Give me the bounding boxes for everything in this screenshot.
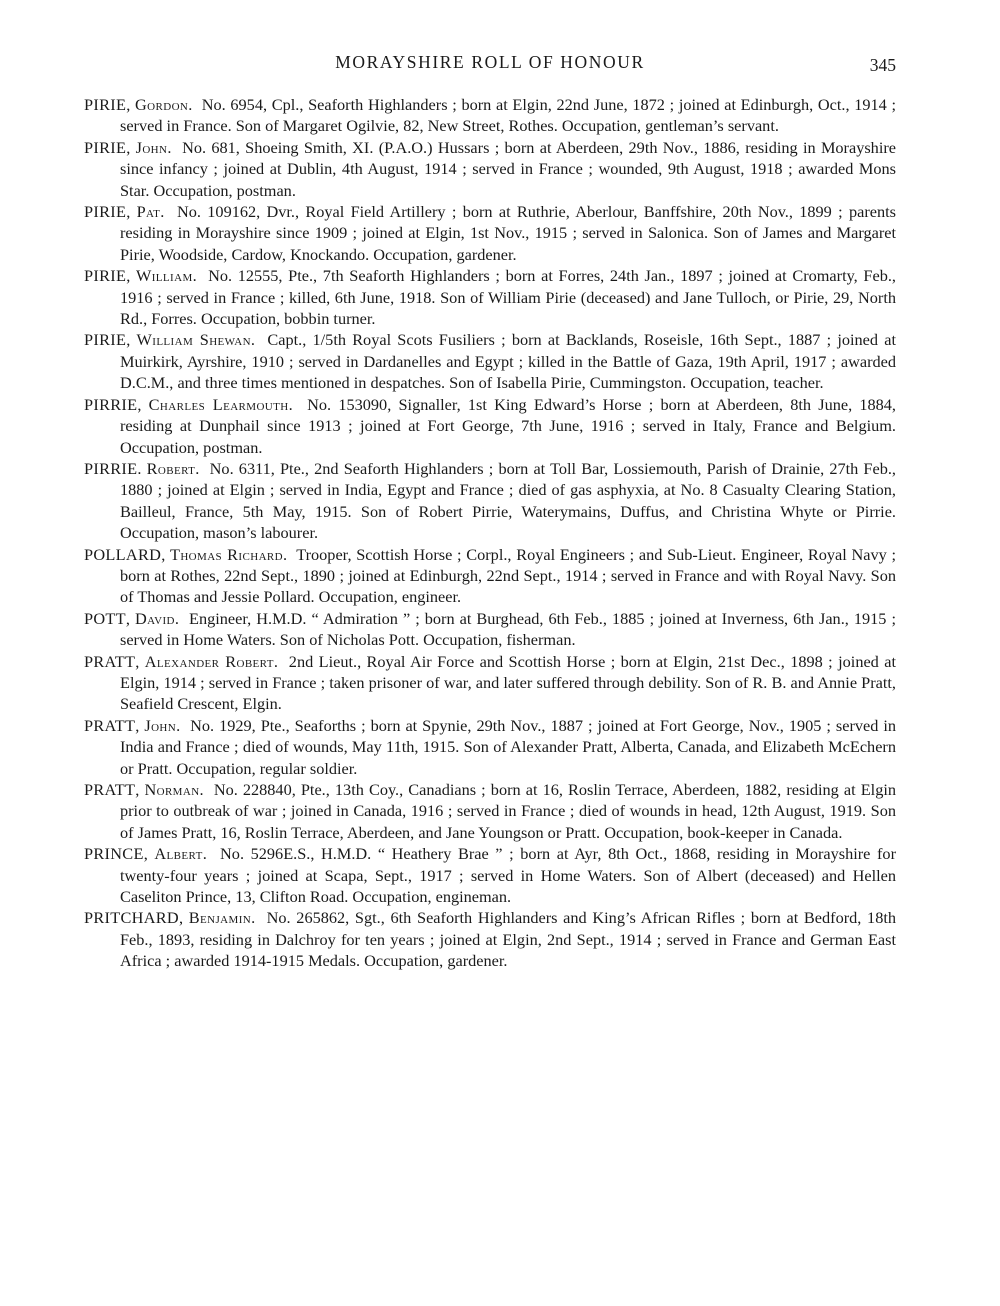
entry-details: No. 109162, Dvr., Royal Field Artillery ; born at Ruthrie, Aberlour, Banffshire, 20th Nov., 1899 ; parents residing in Morayshire since 1909 ; joined at Elgin, 1st Nov., 1915 ; served in Salonica. Son of James and Margaret Pirie, Woodside, Cardow, Knockando. Occupation, gardener. [120,202,896,264]
entry-details: No. 681, Shoeing Smith, XI. (P.A.O.) Hussars ; born at Aberdeen, 29th Nov., 1886, residing in Morayshire since infancy ; joined at Dublin, 4th August, 1914 ; served in France ; wounded, 9th August, 1918 ; awarded Mons Star. Occupation, postman. [120,137,896,200]
entry-surname: PRINCE [84,844,144,864]
roll-entry: PRITCHARD, Benjamin. No. 265862, Sgt., 6th Seaforth Highlanders and King’s African Rifles ; born at Bedford, 18th Feb., 1893, residing in Dalchroy for ten years ; joined at Elgin, 2nd Sept., 1914 ; served in France and German East Africa ; awarded 1914-1915 Medals. Occupation, gardener. [84,908,897,971]
roll-entry: PIRRIE, Charles Learmouth. No. 153090, Signaller, 1st King Edward’s Horse ; born at Aberdeen, 8th June, 1884, residing at Dunphail since 1913 ; joined at Fort George, 7th June, 1916 ; served in Italy, France and Belgium. Occupation, postman. [84,394,897,457]
roll-entry: POTT, David. Engineer, H.M.D. “ Admiration ” ; born at Burghead, 6th Feb., 1885 ; joined at Inverness, 6th Jan., 1915 ; served in Home Waters. Son of Nicholas Pott. Occupation, fisherman. [84,608,897,650]
entry-surname: PIRIE [84,330,127,350]
entry-surname: PIRRIE [84,394,138,414]
entry-details: No. 12555, Pte., 7th Seaforth Highlanders ; born at Forres, 24th Jan., 1897 ; joined at Cromarty, Feb., 1916 ; served in France ; killed, 6th June, 1918. Son of William Pirie (deceased) and Jane Tulloch, or Pirie, 29, North Rd., Forres. Occupation, bobbin turner. [120,266,896,329]
entry-surname: PRATT [84,780,136,799]
entry-surname: PIRRIE [84,458,138,478]
entry-given-name: Thomas Richard [169,544,284,564]
entry-given-name: Charles Learmouth [148,394,289,414]
entry-details: No. 6311, Pte., 2nd Seaforth Highlanders ; born at Toll Bar, Lossiemouth, Parish of Drainie, 27th Feb., 1880 ; joined at Elgin ; served in India, Egypt and France ; died of gas asphyxia, at No. 8 Casualty Clearing Station, Bailleul, France, 5th May, 1915. Son of Robert Pirrie, Waterymains, Duffus, and Christina Whyte or Pirrie. Occupation, mason’s labourer. [120,458,896,543]
entry-surname: PRITCHARD [84,908,179,928]
entry-surname: PRATT [84,715,136,735]
entry-given-name: Alexander Robert [144,651,274,671]
entry-details: No. 6954, Cpl., Seaforth Highlanders ; born at Elgin, 22nd June, 1872 ; joined at Edinburgh, Oct., 1914 ; served in France. Son of Margaret Ogilvie, 82, New Street, Rothes. Occupation, gentleman’s servant. [120,95,897,136]
entry-given-name: Robert [146,458,196,478]
running-title: MORAYSHIRE ROLL OF HONOUR [335,52,645,72]
roll-entry: PIRIE, William. No. 12555, Pte., 7th Seaforth Highlanders ; born at Forres, 24th Jan., 1897 ; joined at Cromarty, Feb., 1916 ; served in France ; killed, 6th June, 1918. Son of William Pirie (deceased) and Jane Tulloch, or Pirie, 29, North Rd., Forres. Occupation, bobbin turner. [84,266,896,329]
entry-details: No. 153090, Signaller, 1st King Edward’s Horse ; born at Aberdeen, 8th June, 1884, residing at Dunphail since 1913 ; joined at Fort George, 7th June, 1916 ; served in Italy, France and Belgium. Occupation, postman. [120,394,897,457]
roll-entry: PIRRIE. Robert. No. 6311, Pte., 2nd Seaforth Highlanders ; born at Toll Bar, Lossiemouth, Parish of Drainie, 27th Feb., 1880 ; joined at Elgin ; served in India, Egypt and France ; died of gas asphyxia, at No. 8 Casualty Clearing Station, Bailleul, France, 5th May, 1915. Son of Robert Pirrie, Waterymains, Duffus, and Christina Whyte or Pirrie. Occupation, mason’s labourer. [84,458,896,543]
entry-surname: POLLARD [84,544,162,564]
entry-surname: PIRIE [84,202,127,222]
roll-entry: PIRIE, Pat. No. 109162, Dvr., Royal Field Artillery ; born at Ruthrie, Aberlour, Banffshire, 20th Nov., 1899 ; parents residing in Morayshire since 1909 ; joined at Elgin, 1st Nov., 1915 ; served in Salonica. Son of James and Margaret Pirie, Woodside, Cardow, Knockando. Occupation, gardener. [84,202,896,264]
roll-entry: POLLARD, Thomas Richard. Trooper, Scottish Horse ; Corpl., Royal Engineers ; and Sub-Lieut. Engineer, Royal Navy ; born at Rothes, 22nd Sept., 1890 ; joined at Edinburgh, 22nd Sept., 1914 ; served in France and with Royal Navy. Son of Thomas and Jessie Pollard. Occupation, engineer. [84,544,897,607]
entry-details: Engineer, H.M.D. “ Admiration ” ; born at Burghead, 6th Feb., 1885 ; joined at Inverness, 6th Jan., 1915 ; served in Home Waters. Son of Nicholas Pott. Occupation, fisherman. [120,608,897,650]
roll-entry: PIRIE, John. No. 681, Shoeing Smith, XI. (P.A.O.) Hussars ; born at Aberdeen, 29th Nov., 1886, residing in Morayshire since infancy ; joined at Dublin, 4th August, 1914 ; served in France ; wounded, 9th August, 1918 ; awarded Mons Star. Occupation, postman. [84,137,896,200]
roll-entry: PIRIE, William Shewan. Capt., 1/5th Royal Scots Fusiliers ; born at Backlands, Roseisle, 16th Sept., 1887 ; joined at Muirkirk, Ayrshire, 1910 ; served in Dardanelles and Egypt ; killed in the Battle of Gaza, 19th April, 1917 ; awarded D.C.M., and three times mentioned in despatches. Son of Isabella Pirie, Cummingston. Occupation, teacher. [84,330,897,393]
entry-details: 2nd Lieut., Royal Air Force and Scottish Horse ; born at Elgin, 21st Dec., 1898 ; joined at Elgin, 1914 ; served in France ; taken prisoner of war, and later suffered through debility. Son of R. B. and Annie Pratt, Seafield Crescent, Elgin. [120,651,896,714]
roll-entry: PRINCE, Albert. No. 5296E.S., H.M.D. “ Heathery Brae ” ; born at Ayr, 8th Oct., 1868, residing in Morayshire for twenty-four years ; joined at Scapa, Sept., 1917 ; served in Home Waters. Son of Albert (deceased) and Hellen Caseliton Prince, 13, Clifton Road. Occupation, engineman. [84,844,896,907]
roll-entry: PRATT, Alexander Robert. 2nd Lieut., Royal Air Force and Scottish Horse ; born at Elgin, 21st Dec., 1898 ; joined at Elgin, 1914 ; served in France ; taken prisoner of war, and later suffered through debility. Son of R. B. and Annie Pratt, Seafield Crescent, Elgin. [84,651,896,714]
entry-details: No. 265862, Sgt., 6th Seaforth Highlanders and King’s African Rifles ; born at Bedford, 18th Feb., 1893, residing in Dalchroy for ten years ; joined at Elgin, 2nd Sept., 1914 ; served in France and German East Africa ; awarded 1914-1915 Medals. Occupation, gardener. [120,908,897,971]
page-number: 345 [869,55,896,75]
entry-given-name: Pat [136,202,161,222]
entry-given-name: John [135,137,168,157]
entry-given-name: Albert [154,844,203,864]
entry-given-name: John [144,715,177,735]
entry-surname: PIRIE [84,137,127,157]
entry-given-name: William Shewan [136,330,251,350]
entry-surname: PRATT [84,651,136,671]
entry-details: No. 5296E.S., H.M.D. “ Heathery Brae ” ; born at Ayr, 8th Oct., 1868, residing in Morayshire for twenty-four years ; joined at Scapa, Sept., 1917 ; served in Home Waters. Son of Albert (deceased) and Hellen Caseliton Prince, 13, Clifton Road. Occupation, engineman. [120,844,896,907]
roll-entry: PRATT, John. No. 1929, Pte., Seaforths ; born at Spynie, 29th Nov., 1887 ; joined at Fort George, Nov., 1905 ; served in India and France ; died of wounds, May 11th, 1915. Son of Alexander Pratt, Alberta, Canada, and Elizabeth McEchern or Pratt. Occupation, regular soldier. [84,715,897,778]
entry-details: No. 228840, Pte., 13th Coy., Canadians ; born at 16, Roslin Terrace, Aberdeen, 1882, residing at Elgin prior to outbreak of war ; joined in Canada, 1916 ; served in France ; died of wounds in head, 12th August, 1919. Son of James Pratt, 16, Roslin Terrace, Aberdeen, and Jane Youngson or Pratt. Occupation, book-keeper in Canada. [120,780,896,842]
entry-given-name: William [135,266,193,286]
entry-given-name: Benjamin [188,908,252,928]
entry-details: Trooper, Scottish Horse ; Corpl., Royal Engineers ; and Sub-Lieut. Engineer, Royal Navy ; born at Rothes, 22nd Sept., 1890 ; joined at Edinburgh, 22nd Sept., 1914 ; served in France and with Royal Navy. Son of Thomas and Jessie Pollard. Occupation, engineer. [120,544,897,607]
entry-surname: PIRIE [84,266,127,286]
entry-given-name: Gordon [134,95,189,114]
roll-entries [84,94,896,972]
entry-given-name: David [135,608,175,628]
entry-surname: PIRIE [84,95,127,114]
entry-given-name: Norman [144,780,200,799]
page-header [0,50,1000,78]
entry-surname: POTT [84,608,126,628]
entry-details: No. 1929, Pte., Seaforths ; born at Spynie, 29th Nov., 1887 ; joined at Fort George, Nov., 1905 ; served in India and France ; died of wounds, May 11th, 1915. Son of Alexander Pratt, Alberta, Canada, and Elizabeth McEchern or Pratt. Occupation, regular soldier. [120,715,897,778]
entry-details: Capt., 1/5th Royal Scots Fusiliers ; born at Backlands, Roseisle, 16th Sept., 1887 ; joined at Muirkirk, Ayrshire, 1910 ; served in Dardanelles and Egypt ; killed in the Battle of Gaza, 19th April, 1917 ; awarded D.C.M., and three times mentioned in despatches. Son of Isabella Pirie, Cummingston. Occupation, teacher. [120,330,897,393]
roll-entry: PRATT, Norman. No. 228840, Pte., 13th Coy., Canadians ; born at 16, Roslin Terrace, Aberdeen, 1882, residing at Elgin prior to outbreak of war ; joined in Canada, 1916 ; served in France ; died of wounds in head, 12th August, 1919. Son of James Pratt, 16, Roslin Terrace, Aberdeen, and Jane Youngson or Pratt. Occupation, book-keeper in Canada. [84,780,896,842]
roll-entry: PIRIE, Gordon. No. 6954, Cpl., Seaforth Highlanders ; born at Elgin, 22nd June, 1872 ; joined at Edinburgh, Oct., 1914 ; served in France. Son of Margaret Ogilvie, 82, New Street, Rothes. Occupation, gentleman’s servant. [84,95,897,136]
